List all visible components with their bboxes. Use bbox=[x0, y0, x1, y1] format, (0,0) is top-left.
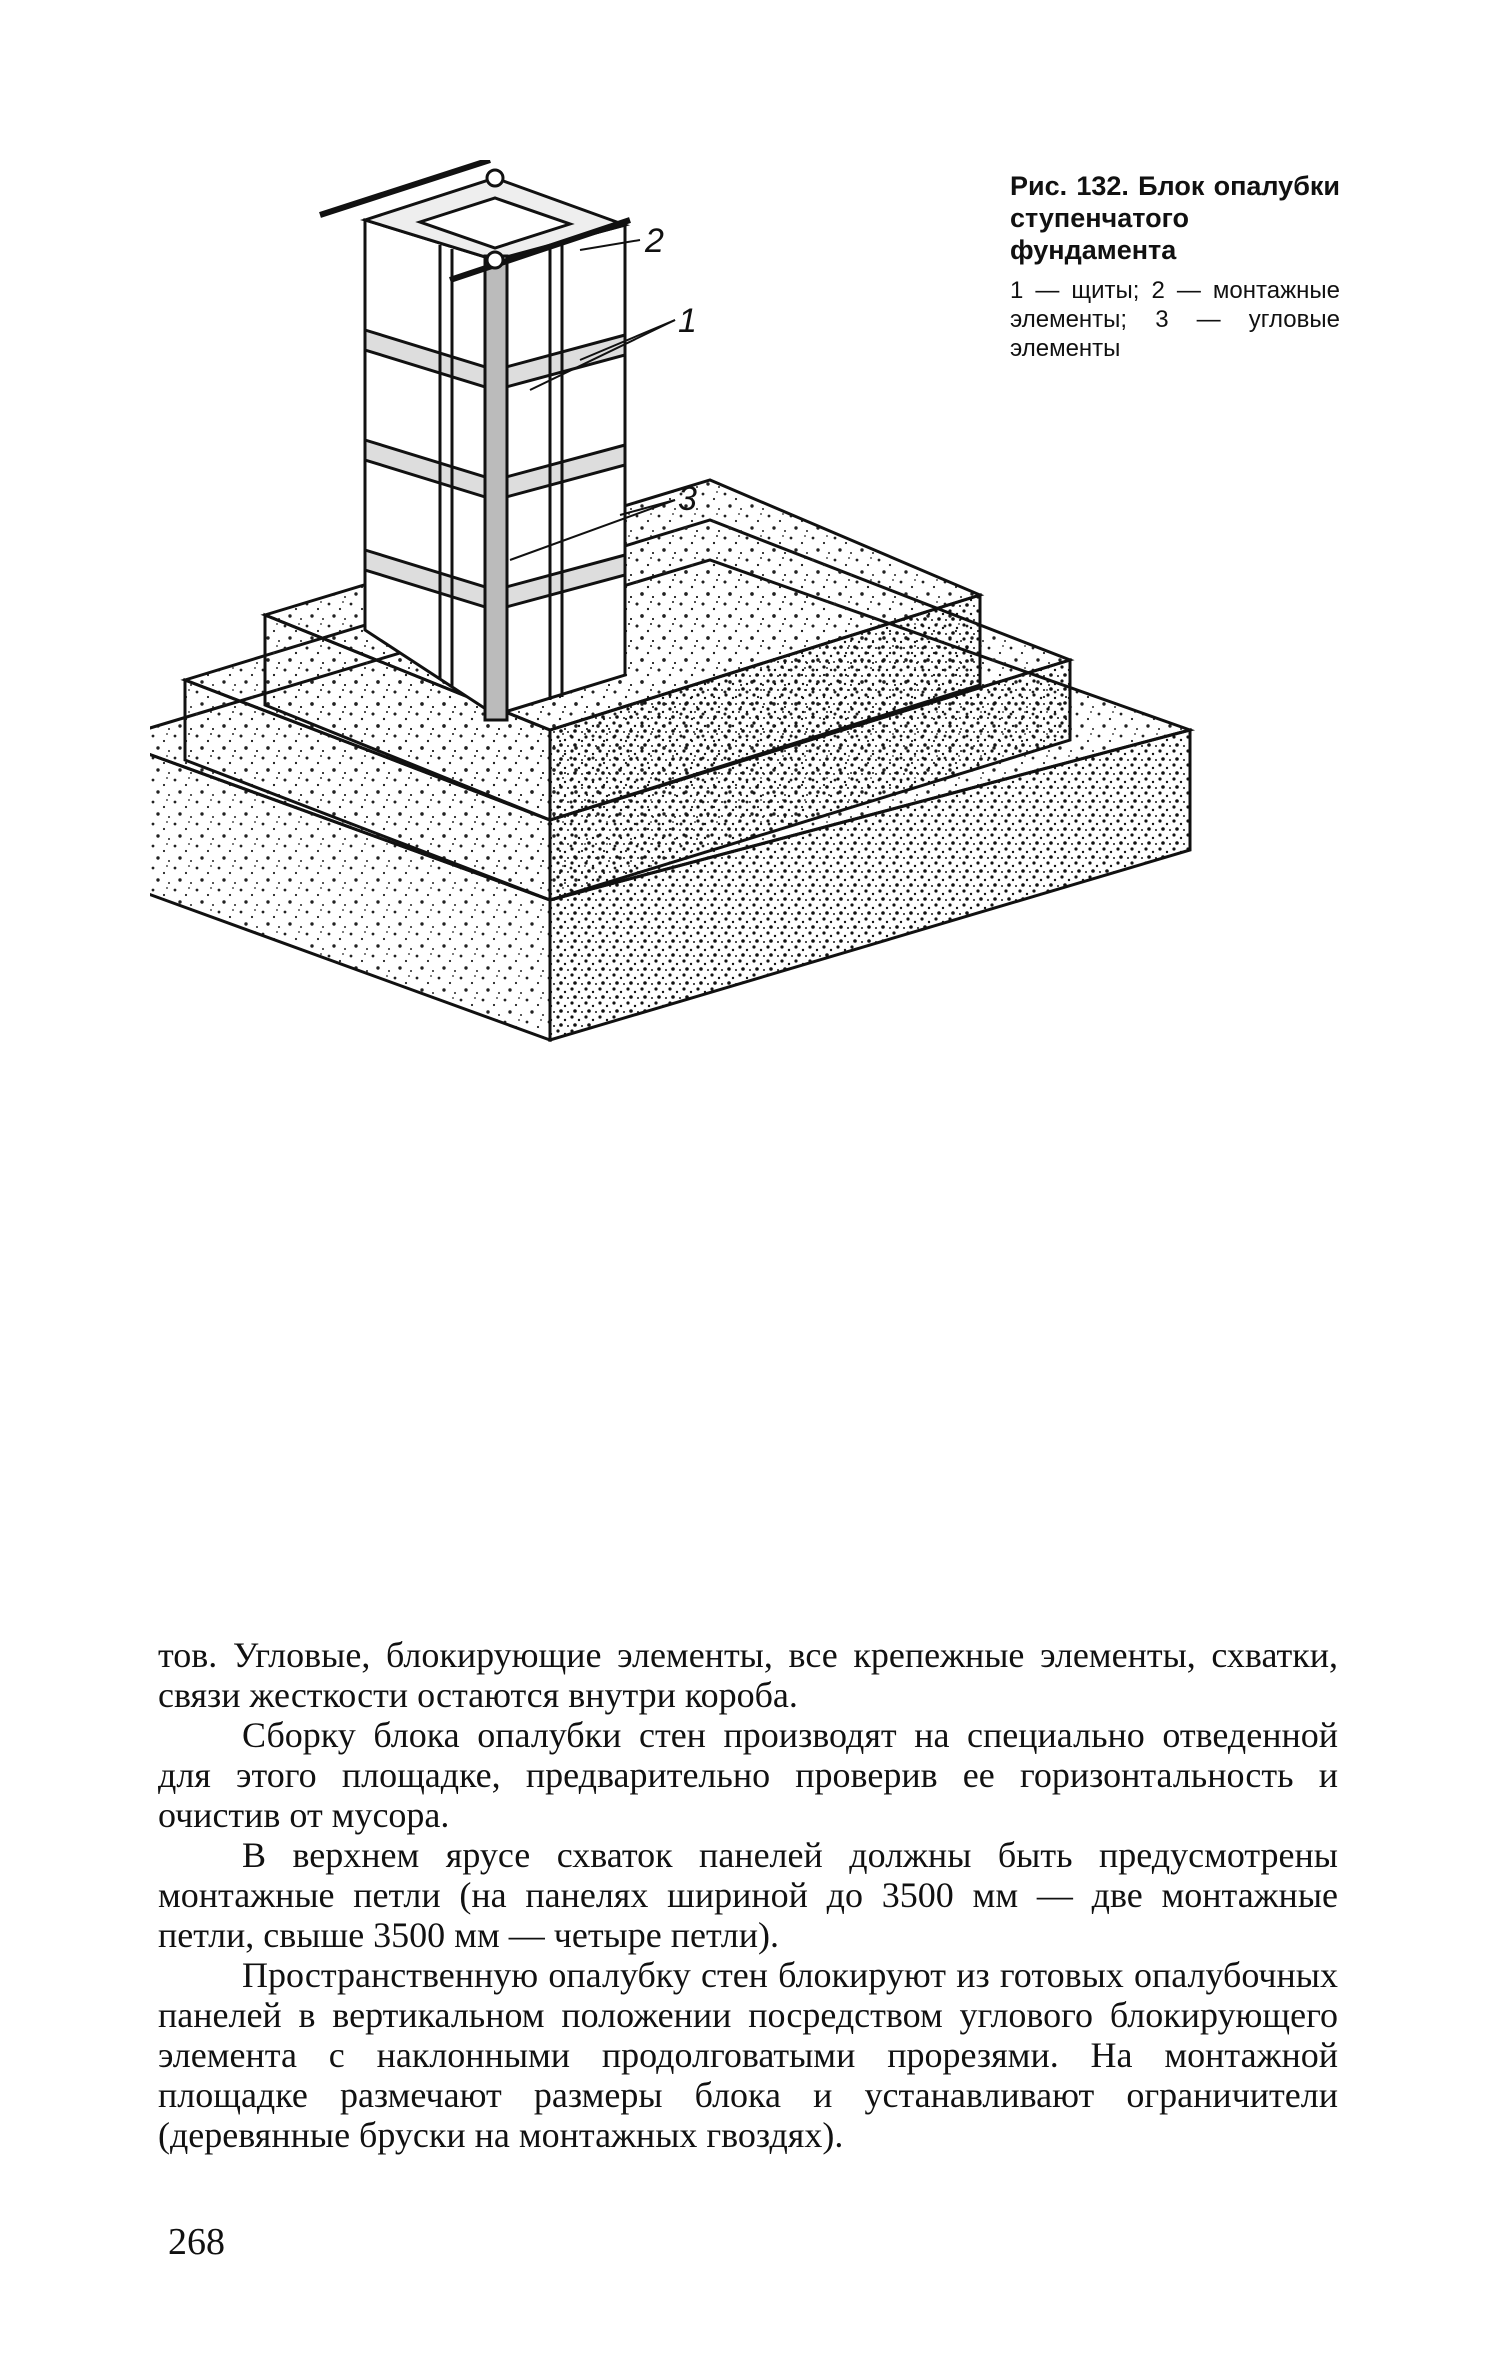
page-number: 268 bbox=[168, 2221, 225, 2263]
callout-2: 2 bbox=[645, 222, 664, 260]
paragraph: Сборку блока опалубки стен производят на специально отведенной для этого площадке, предварительно проверив ее горизонтальность и очистив от мусора. bbox=[158, 1715, 1338, 1835]
figure-caption bbox=[1010, 170, 1340, 363]
caption-legend: 1 — щиты; 2 — монтажные элементы; 3 — угловые элементы bbox=[1010, 277, 1340, 362]
paragraph: Пространственную опалубку стен блокируют из готовых опалубочных панелей в вертикальном положении посредством углового блокирующего элемента с наклонными продолговатыми прорезями. На монтажной площадке размечают размеры блока и устанавливают ограничители (деревянные бруски на монтажных гвоздях). bbox=[158, 1955, 1338, 2155]
formwork-figure bbox=[150, 160, 1350, 1610]
callout-1: 1 bbox=[678, 302, 697, 340]
paragraph: В верхнем ярусе схваток панелей должны быть предусмотрены монтажные петли (на панелях шириной до 3500 мм — две монтажные петли, свыше 3500 мм — четыре петли). bbox=[158, 1835, 1338, 1955]
caption-title: Рис. 132. Блок опалубки ступенчатого фундамента bbox=[1010, 171, 1340, 265]
paragraph: тов. Угловые, блокирующие элементы, все крепежные элементы, схватки, связи жесткости остаются внутри короба. bbox=[158, 1635, 1338, 1715]
callout-3: 3 bbox=[678, 480, 697, 518]
formwork-illustration bbox=[150, 160, 1350, 1610]
body-text bbox=[158, 1635, 1338, 2155]
